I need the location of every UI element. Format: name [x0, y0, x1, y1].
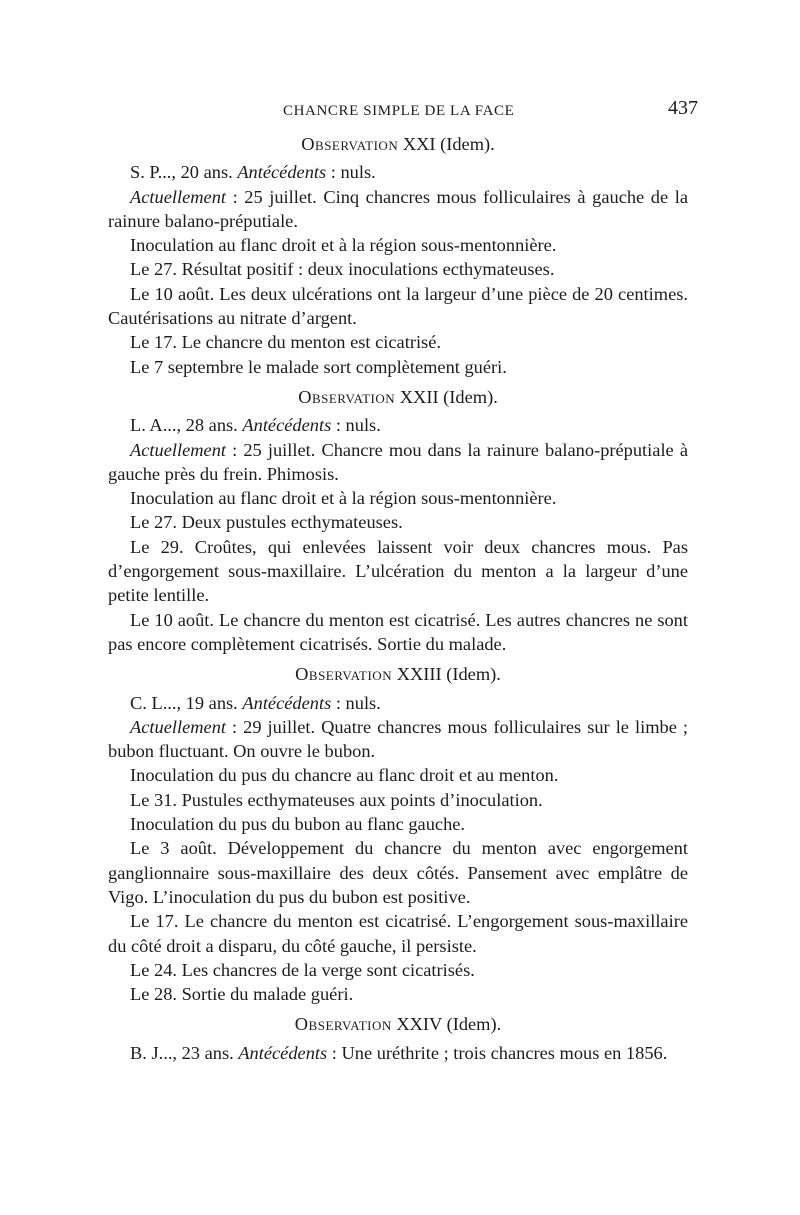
observation-heading: Observation XXII (Idem).: [298, 386, 498, 407]
paragraph: Le 24. Les chancres de la verge sont cicatrisés.: [130, 959, 475, 980]
paragraph: Inoculation du pus du bubon au flanc gauche.: [130, 814, 466, 835]
page-body: [108, 96, 698, 1065]
paragraph: Le 17. Le chancre du menton est cicatrisé.: [130, 332, 441, 353]
paragraph: Le 10 août. Le chancre du menton est cicatrisé. Les autres chancres ne sont pas encore complètement cicatrisés. Sortie du malade.: [108, 609, 688, 654]
observation-heading: Observation XXIV (Idem).: [294, 1014, 502, 1035]
paragraph: Inoculation au flanc droit et à la région sous-mentonnière.: [130, 235, 557, 256]
running-header: [108, 96, 698, 126]
paragraph: Actuellement : 29 juillet. Quatre chancres mous folliculaires sur le limbe ; bubon fluctuant. On ouvre le bubon.: [108, 716, 688, 762]
paragraph: Le 27. Deux pustules ecthymateuses.: [130, 512, 403, 533]
paragraph: Actuellement : 25 juillet. Chancre mou dans la rainure balano-préputiale à gauche près du frein. Phimosis.: [108, 439, 688, 484]
paragraph: Le 31. Pustules ecthymateuses aux points d’inoculation.: [130, 789, 543, 810]
paragraph: Le 7 septembre le malade sort complètement guéri.: [130, 356, 507, 377]
patient-line: S. P..., 20 ans. Antécédents : nuls.: [130, 162, 376, 183]
paragraph: Le 28. Sortie du malade guéri.: [130, 984, 354, 1005]
paragraph: Le 17. Le chancre du menton est cicatrisé. L’engorgement sous-maxillaire du côté droit a disparu, du côté gauche, il persiste.: [108, 911, 688, 956]
running-title: CHANCRE SIMPLE DE LA FACE: [283, 103, 515, 119]
paragraph: Le 3 août. Développement du chancre du menton avec engorgement ganglionnaire sous-maxillaire des deux côtés. Pansement avec emplâtre de Vigo. L’inoculation du pus du bubon est positive.: [108, 838, 688, 907]
paragraph: Inoculation au flanc droit et à la région sous-mentonnière.: [130, 488, 557, 509]
paragraph: Inoculation du pus du chancre au flanc droit et au menton.: [130, 765, 559, 786]
page-number: 437: [668, 97, 698, 119]
patient-line: C. L..., 19 ans. Antécédents : nuls.: [130, 692, 381, 713]
observation-heading: Observation XXI (Idem).: [301, 134, 495, 154]
observation-heading: Observation XXIII (Idem).: [295, 664, 501, 685]
patient-line: L. A..., 28 ans. Antécédents : nuls.: [130, 415, 381, 436]
patient-line: B. J..., 23 ans. Antécédents : Une uréthrite ; trois chancres mous en 1856.: [130, 1042, 668, 1063]
paragraph: Le 29. Croûtes, qui enlevées laissent voir deux chancres mous. Pas d’engorgement sous-maxillaire. L’ulcération du menton a la largeur d’une petite lentille.: [108, 536, 688, 606]
paragraph: Actuellement : 25 juillet. Cinq chancres mous folliculaires à gauche de la rainure balano-préputiale.: [108, 186, 688, 231]
paragraph: Le 27. Résultat positif : deux inoculations ecthymateuses.: [130, 259, 555, 280]
paragraph: Le 10 août. Les deux ulcérations ont la largeur d’une pièce de 20 centimes. Cautérisations au nitrate d’argent.: [108, 283, 688, 329]
